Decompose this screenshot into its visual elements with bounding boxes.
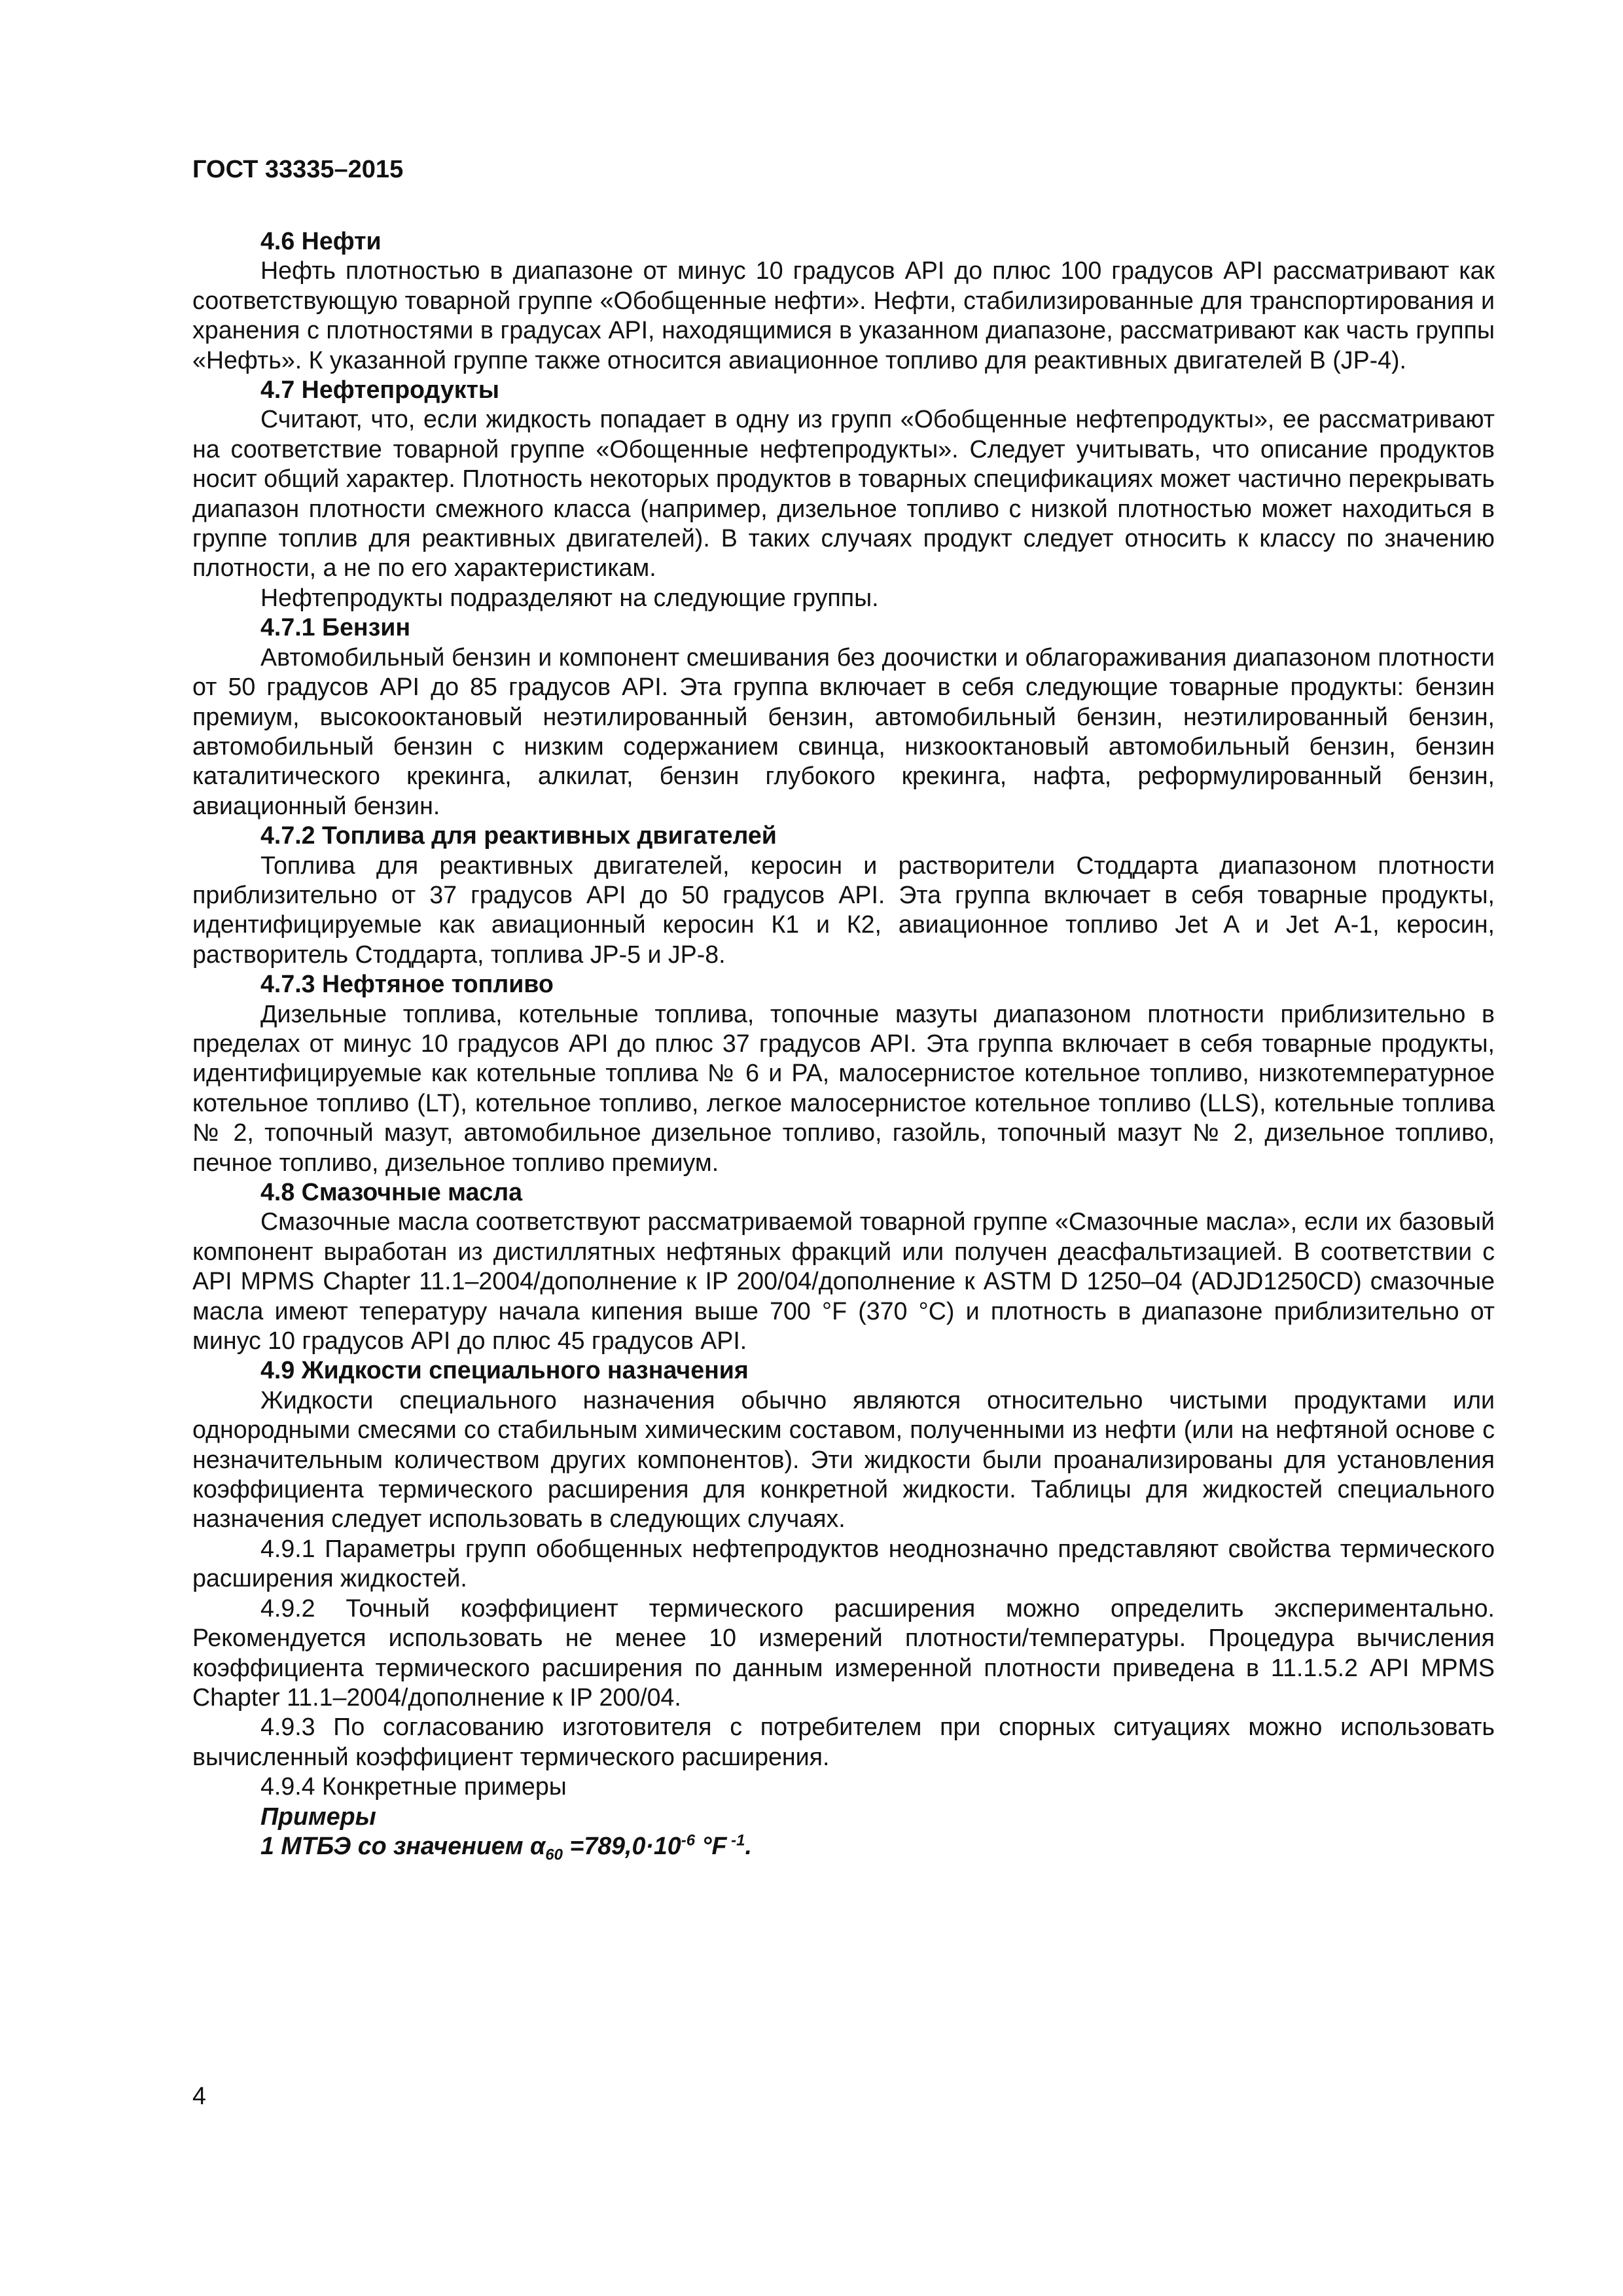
paragraph-4-9-2: 4.9.2 Точный коэффициент термического расширения можно определить экспериментально. Рекомендуется использовать не менее 10 измерений плотности/температуры. Процедура вычисления коэффициента термического расширения по данным измеренной плотности приведена в 11.1.5.2 API MPMS Chapter 11.1–2004/дополнение к IP 200/04. <box>192 1594 1495 1711</box>
paragraph-4-7-3: Дизельные топлива, котельные топлива, топочные мазуты диапазоном плотности приблизительно в пределах от минус 10 градусов API до плюс 37 градусов API. Эта группа включает в себя товарные продукты, идентифицируемые как котельные топлива № 6 и PA, малосернистое котельное топливо, низкотемпературное котельное топливо (LT), котельное топливо, легкое малосернистое котельное топливо (LLS), котельные топлива № 2, топочный мазут, автомобильное дизельное топливо, газойль, топочный мазут № 2, дизельное топливо, печное топливо, дизельное топливо премиум. <box>192 999 1495 1176</box>
paragraph-4-7-groups: Нефтепродукты подразделяют на следующие группы. <box>260 583 879 611</box>
section-heading-4-6: 4.6 Нефти <box>260 227 382 255</box>
examples-heading: Примеры <box>260 1802 376 1830</box>
example-1-exponent: -6 <box>681 1831 696 1850</box>
example-1-end: . <box>745 1831 752 1859</box>
document-page <box>192 154 1495 1864</box>
paragraph-4-9-3: 4.9.3 По согласованию изготовителя с потребителем при спорных ситуациях можно использовать вычисленный коэффициент термического расширения. <box>192 1713 1495 1770</box>
paragraph-4-7-2: Топлива для реактивных двигателей, керосин и растворители Стоддарта диапазоном плотности приблизительно от 37 градусов API до 50 градусов API. Эта группа включает в себя товарные продукты, идентифицируемые как авиационный керосин К1 и К2, авиационное топливо Jet A и Jet A-1, керосин, растворитель Стоддарта, топлива JP-5 и JP-8. <box>192 851 1495 968</box>
example-1-prefix: 1 МТБЭ со значением α <box>260 1831 546 1859</box>
example-1-unit: °F <box>695 1831 727 1859</box>
example-1 <box>192 1831 1495 1864</box>
paragraph-4-9-4: 4.9.4 Конкретные примеры <box>260 1772 567 1801</box>
section-heading-4-7: 4.7 Нефтепродукты <box>260 376 500 404</box>
example-1-value: =789,0·10 <box>562 1831 681 1859</box>
paragraph-4-6: Нефть плотностью в диапазоне от минус 10 градусов API до плюс 100 градусов API рассматривают как соответствующую товарной группе «Обобщенные нефти». Нефти, стабилизированные для транспортирования и хранения с плотностями в градусах API, находящимися в указанном диапазоне, рассматривают как часть группы «Нефть». К указанной группе также относится авиационное топливо для реактивных двигателей B (JP-4). <box>192 257 1495 374</box>
paragraph-4-8: Смазочные масла соответствуют рассматриваемой товарной группе «Смазочные масла», если их базовый компонент выработан из дистиллятных нефтяных фракций или получен деасфальтизацией. В соответствии с API MPMS Chapter 11.1–2004/дополнение к IP 200/04/дополнение к ASTM D 1250–04 (ADJD1250CD) смазочные масла имеют тепературу начала кипения выше 700 °F (370 °C) и плотность в диапазоне приблизительно от минус 10 градусов API до плюс 45 градусов API. <box>192 1208 1495 1355</box>
paragraph-4-9-1: 4.9.1 Параметры групп обобщенных нефтепродуктов неоднозначно представляют свойства термического расширения жидкостей. <box>192 1534 1495 1592</box>
section-heading-4-8: 4.8 Смазочные масла <box>260 1178 523 1206</box>
paragraph-4-7: Считают, что, если жидкость попадает в одну из групп «Обобщенные нефтепродукты», ее рассматривают на соответствие товарной группе «Обощенные нефтепродукты». Следует учитывать, что описание продуктов носит общий характер. Плотность некоторых продуктов в товарных спецификациях может частично перекрывать диапазон плотности смежного класса (например, дизельное топливо с низкой плотностью может находиться в группе топлив для реактивных двигателей). В таких случаях продукт следует относить к классу по значению плотности, а не по его характеристикам. <box>192 405 1495 582</box>
section-heading-4-7-3: 4.7.3 Нефтяное топливо <box>260 970 554 998</box>
example-1-unit-exponent: -1 <box>726 1831 745 1850</box>
page-number: 4 <box>192 2082 206 2109</box>
paragraph-4-7-1: Автомобильный бензин и компонент смешивания без доочистки и облагораживания диапазоном плотности от 50 градусов API до 85 градусов API. Эта группа включает в себя следующие товарные продукты: бензин премиум, высокооктановый неэтилированный бензин, автомобильный бензин, неэтилированный бензин, автомобильный бензин с низким содержанием свинца, низкооктановый автомобильный бензин, бензин каталитического крекинга, алкилат, бензин глубокого крекинга, нафта, реформулированный бензин, авиационный бензин. <box>192 643 1495 819</box>
document-header: ГОСТ 33335–2015 <box>192 156 404 183</box>
paragraph-4-9: Жидкости специального назначения обычно являются относительно чистыми продуктами или однородными смесями со стабильным химическим составом, полученными из нефти (или на нефтяной основе с незначительным количеством других компонентов). Эти жидкости были проанализированы для установления коэффициента термического расширения для конкретной жидкости. Таблицы для жидкостей специального назначения следует использовать в следующих случаях. <box>192 1386 1495 1533</box>
example-1-subscript: 60 <box>545 1846 563 1864</box>
section-heading-4-7-1: 4.7.1 Бензин <box>260 613 411 641</box>
section-heading-4-9: 4.9 Жидкости специального назначения <box>260 1356 749 1384</box>
section-heading-4-7-2: 4.7.2 Топлива для реактивных двигателей <box>260 821 777 850</box>
